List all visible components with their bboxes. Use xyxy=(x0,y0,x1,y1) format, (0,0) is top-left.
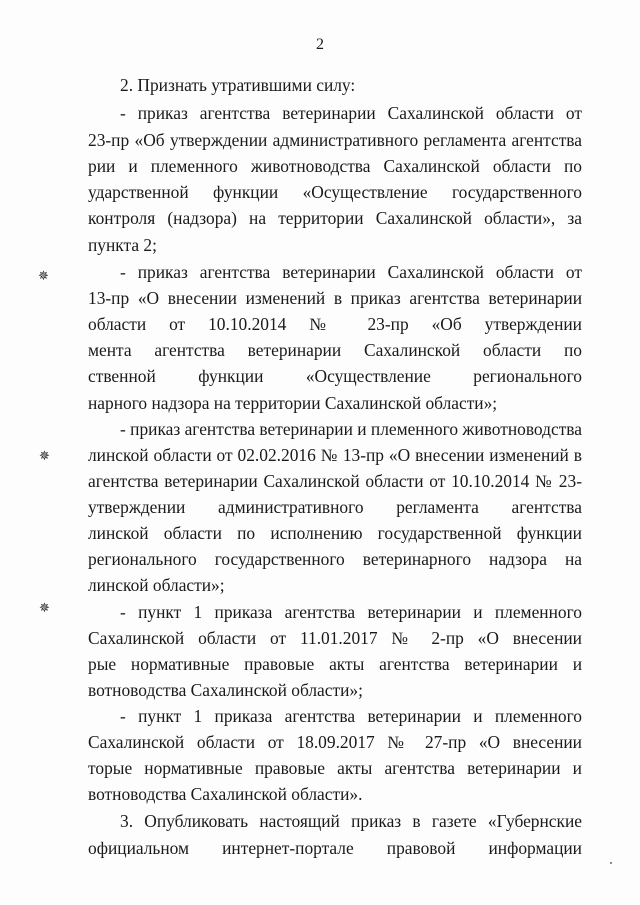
text-line: рии и племенного животноводства Сахалинской области по xyxy=(88,156,582,176)
text-line: 3. Опубликовать настоящий приказ в газете «Губернские xyxy=(120,811,582,831)
scan-speck xyxy=(610,862,612,864)
text-line: 13-пр «О внесении изменений в приказ агентства ветеринарии xyxy=(88,288,582,308)
text-line: контроля (надзора) на территории Сахалинской области», за xyxy=(88,208,582,228)
text-line: - пункт 1 приказа агентства ветеринарии и племенного xyxy=(120,602,582,622)
text-line: 23-пр «Об утверждении административного регламента агентства xyxy=(88,130,582,150)
page-number: 2 xyxy=(316,36,324,53)
text-line: - пункт 1 приказа агентства ветеринарии и племенного xyxy=(120,706,582,726)
text-line: рые нормативные правовые акты агентства ветеринарии и xyxy=(88,654,582,674)
text-line: - приказ агентства ветеринарии и племенного животноводства xyxy=(120,419,582,439)
text-line: ударственной функции «Осуществление государственного xyxy=(88,182,582,202)
text-line: вотноводства Сахалинской области»; xyxy=(88,680,363,700)
text-line: пункта 2; xyxy=(88,235,157,255)
text-line: 2. Признать утратившими силу: xyxy=(120,75,356,95)
scan-mark: ✵ xyxy=(38,268,49,283)
text-line: Сахалинской области от 11.01.2017 № 2-пр «О внесении xyxy=(88,628,582,648)
scan-mark: ✵ xyxy=(39,448,50,463)
text-line: линской области по исполнению государственной функции xyxy=(88,523,582,543)
text-line: утверждении административного регламента агентства xyxy=(88,497,582,517)
text-line: агентства ветеринарии Сахалинской области от 10.10.2014 № 23- xyxy=(88,471,582,491)
text-line: линской области»; xyxy=(88,575,225,595)
text-line: нарного надзора на территории Сахалинской области»; xyxy=(88,393,498,413)
scan-mark: ✵ xyxy=(39,600,50,615)
text-line: области от 10.10.2014 № 23-пр «Об утверждении xyxy=(88,314,582,334)
text-line: - приказ агентства ветеринарии Сахалинской области от xyxy=(120,262,582,282)
text-line: Сахалинской области от 18.09.2017 № 27-пр «О внесении xyxy=(88,732,582,752)
text-line: ственной функции «Осуществление регионального xyxy=(88,366,582,386)
text-line: - приказ агентства ветеринарии Сахалинской области от xyxy=(120,103,582,123)
text-line: официальном интернет-портале правовой информации xyxy=(88,838,582,858)
text-line: мента агентства ветеринарии Сахалинской области по xyxy=(88,340,582,360)
text-line: вотноводства Сахалинской области». xyxy=(88,784,363,804)
text-line: линской области от 02.02.2016 № 13-пр «О внесении изменений в xyxy=(88,445,582,465)
text-line: торые нормативные правовые акты агентства ветеринарии и xyxy=(88,758,582,778)
text-line: регионального государственного ветеринарного надзора на xyxy=(88,549,582,569)
